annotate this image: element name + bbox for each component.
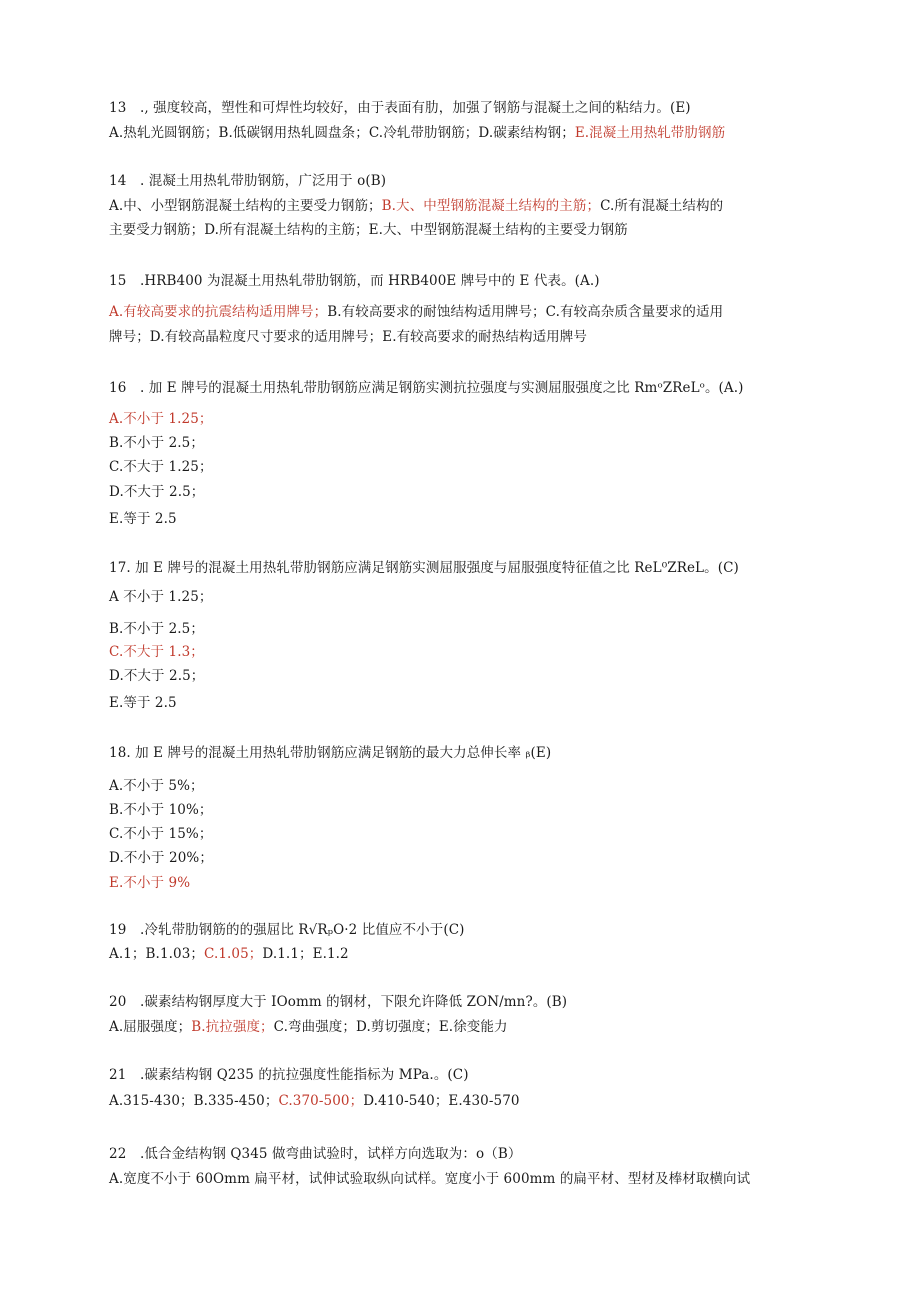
q21-answer: C.370-500；	[278, 1093, 364, 1109]
q21-stem: 21 .碳素结构钢 Q235 的抗拉强度性能指标为 MPa.。(C)	[109, 1067, 469, 1083]
q16-option-b: B.不小于 2.5；	[109, 435, 204, 451]
q14-answer: B.大、中型钢筋混凝土结构的主筋；	[381, 198, 601, 214]
q20-options	[109, 1018, 508, 1036]
q15-options-line1	[109, 303, 723, 321]
q15-options-line2: 牌号；D.有较高晶粒度尺寸要求的适用牌号；E.有较高要求的耐热结构适用牌号	[109, 329, 587, 345]
q14-options-text: A.中、小型钢筋混凝土结构的主要受力钢筋；	[109, 198, 382, 214]
q16-option-a-answer: A.不小于 1.25；	[109, 411, 213, 427]
q15-stem: 15 .HRB400 为混凝土用热轧带肋钢筋，而 HRB400E 牌号中的 E 代表。(A.)	[109, 273, 600, 289]
q16-stem: 16 . 加 E 牌号的混凝土用热轧带肋钢筋应满足钢筋实测抗拉强度与实测屈服强度之比 RmᵒZReLᵒ。(A.)	[109, 380, 744, 396]
q20-options-text-cont: C.弯曲强度；D.剪切强度；E.徐变能力	[273, 1019, 508, 1035]
q17-option-b: B.不小于 2.5；	[109, 621, 204, 637]
q22-stem: 22 .低合金结构钢 Q345 做弯曲试验时，试样方向选取为：o（B）	[109, 1146, 522, 1162]
q16-option-d: D.不大于 2.5；	[109, 484, 205, 500]
q16-option-e: E.等于 2.5	[109, 511, 177, 527]
q18-option-d: D.不小于 20%；	[109, 850, 213, 866]
q18-stem: 18. 加 E 牌号的混凝土用热轧带肋钢筋应满足钢筋的最大力总伸长率 ᵦ(E)	[109, 745, 552, 761]
q19-options-text: A.1；B.1.03；	[109, 946, 204, 962]
q21-options	[109, 1092, 520, 1110]
q19-stem: 19 .冷轧带肋钢筋的的强屈比 R√RₚO·2 比值应不小于(C)	[109, 922, 465, 938]
q15-options-text: B.有较高要求的耐蚀结构适用牌号；C.有较高杂质含量要求的适用	[327, 304, 724, 320]
q20-answer: B.抗拉强度；	[191, 1019, 274, 1035]
q17-stem: 17. 加 E 牌号的混凝土用热轧带肋钢筋应满足钢筋实测屈服强度与屈服强度特征值之比 ReL⁰ZReL。(C)	[109, 560, 739, 576]
q13-stem: 13 ., 强度较高，塑性和可焊性均较好，由于表面有肋，加强了钢筋与混凝土之间的粘结力。(E)	[109, 100, 691, 116]
q17-option-a: A 不小于 1.25；	[109, 589, 213, 605]
q18-option-b: B.不小于 10%；	[109, 802, 213, 818]
q18-option-e-answer: E.不小于 9%	[109, 875, 191, 891]
q13-answer: E.混凝土用热轧带肋钢筋	[574, 125, 726, 141]
q17-option-c-answer: C.不大于 1.3；	[109, 644, 204, 660]
q13-options	[109, 124, 725, 142]
q19-options-text-cont: D.1.1；E.1.2	[262, 946, 349, 962]
q14-options-line1	[109, 197, 723, 215]
q21-options-text-cont: D.410-540；E.430-570	[363, 1093, 520, 1109]
q18-option-a: A.不小于 5%；	[109, 778, 204, 794]
q19-answer: C.1.05；	[204, 946, 263, 962]
q17-option-e: E.等于 2.5	[109, 695, 177, 711]
q15-answer: A.有较高要求的抗震结构适用牌号；	[109, 304, 328, 320]
q20-stem: 20 .碳素结构钢厚度大于 IOomm 的钢材，下限允许降低 ZON/mn?。(B)	[109, 994, 568, 1010]
q14-options-line2: 主要受力钢筋；D.所有混凝土结构的主筋；E.大、中型钢筋混凝土结构的主要受力钢筋	[109, 222, 628, 238]
q14-options-text-cont: C.所有混凝土结构的	[600, 198, 724, 214]
q14-stem: 14 . 混凝土用热轧带肋钢筋，广泛用于 o(B)	[109, 173, 387, 189]
q16-option-c: C.不大于 1.25；	[109, 459, 213, 475]
q13-options-text: A.热轧光圆钢筋；B.低碳钢用热轧圆盘条；C.冷轧带肋钢筋；D.碳素结构钢；	[109, 125, 575, 141]
q22-options-line1: A.宽度不小于 60Omm 扁平材，试伸试验取纵向试样。宽度小于 600mm 的扁平材、型材及棒材取横向试	[109, 1171, 751, 1187]
q20-options-text: A.屈服强度；	[109, 1019, 192, 1035]
q18-option-c: C.不小于 15%；	[109, 826, 213, 842]
q19-options	[109, 945, 349, 963]
q17-option-d: D.不大于 2.5；	[109, 668, 205, 684]
q21-options-text: A.315-430；B.335-450；	[109, 1093, 279, 1109]
